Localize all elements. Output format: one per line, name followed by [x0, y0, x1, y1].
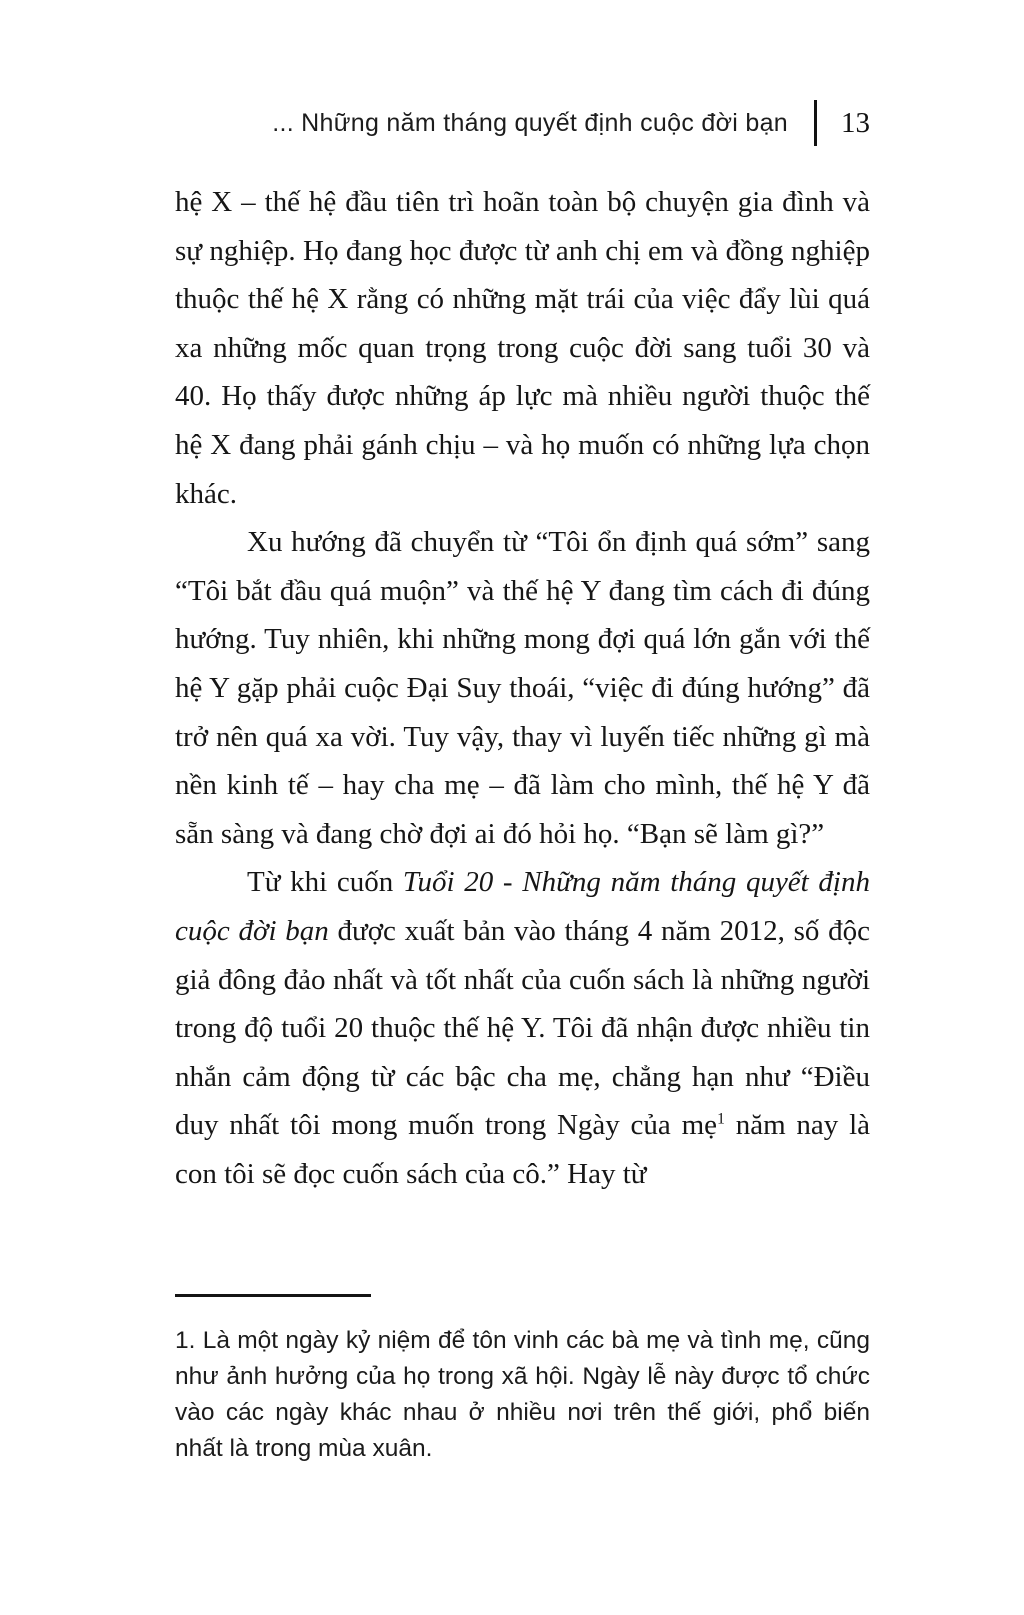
paragraph-3 [175, 858, 870, 1198]
footnote-area [175, 1294, 870, 1467]
header-divider [814, 100, 817, 146]
paragraph-3-text-mid: được xuất bản vào tháng 4 năm 2012, số độc giả đông đảo nhất và tốt nhất của cuốn sách là những người trong độ tuổi 20 thuộc thế hệ Y. Tôi đã nhận được nhiều tin nhắn cảm động từ các bậc cha mẹ, chẳng hạn như “Điều duy nhất tôi mong muốn trong Ngày của mẹ [175, 914, 870, 1142]
book-title-italic: Tuổi 20 - Những năm tháng quyết định cuộc đời bạn [175, 866, 870, 947]
paragraph-1: hệ X – thế hệ đầu tiên trì hoãn toàn bộ chuyện gia đình và sự nghiệp. Họ đang học được từ anh chị em và đồng nghiệp thuộc thế hệ X rằng có những mặt trái của việc đẩy lùi quá xa những mốc quan trọng trong cuộc đời sang tuổi 30 và 40. Họ thấy được những áp lực mà nhiều người thuộc thế hệ X đang phải gánh chịu – và họ muốn có những lựa chọn khác. [175, 186, 870, 510]
paragraph-3-text-pre: Từ khi cuốn [247, 866, 403, 899]
paragraph-3-text-post: năm nay là con tôi sẽ đọc cuốn sách của cô.” Hay từ [175, 1109, 870, 1190]
footnote-divider [175, 1294, 371, 1297]
footnote-marker: 1 [717, 1110, 725, 1128]
page-number: 13 [841, 106, 870, 139]
running-header-title: ... Những năm tháng quyết định cuộc đời bạn [272, 108, 788, 137]
paragraph-2: Xu hướng đã chuyển từ “Tôi ổn định quá sớm” sang “Tôi bắt đầu quá muộn” và thế hệ Y đang tìm cách đi đúng hướng. Tuy nhiên, khi những mong đợi quá lớn gắn với thế hệ Y gặp phải cuộc Đại Suy thoái, “việc đi đúng hướng” đã trở nên quá xa vời. Tuy vậy, thay vì luyến tiếc những gì mà nền kinh tế – hay cha mẹ – đã làm cho mình, thế hệ Y đã sẵn sàng và đang chờ đợi ai đó hỏi họ. “Bạn sẽ làm gì?” [175, 526, 870, 850]
page-body [175, 178, 870, 1198]
footnote-text: 1. Là một ngày kỷ niệm để tôn vinh các bà mẹ và tình mẹ, cũng như ảnh hưởng của họ trong xã hội. Ngày lễ này được tổ chức vào các ngày khác nhau ở nhiều nơi trên thế giới, phổ biến nhất là trong mùa xuân. [175, 1327, 870, 1462]
running-header [175, 100, 870, 146]
